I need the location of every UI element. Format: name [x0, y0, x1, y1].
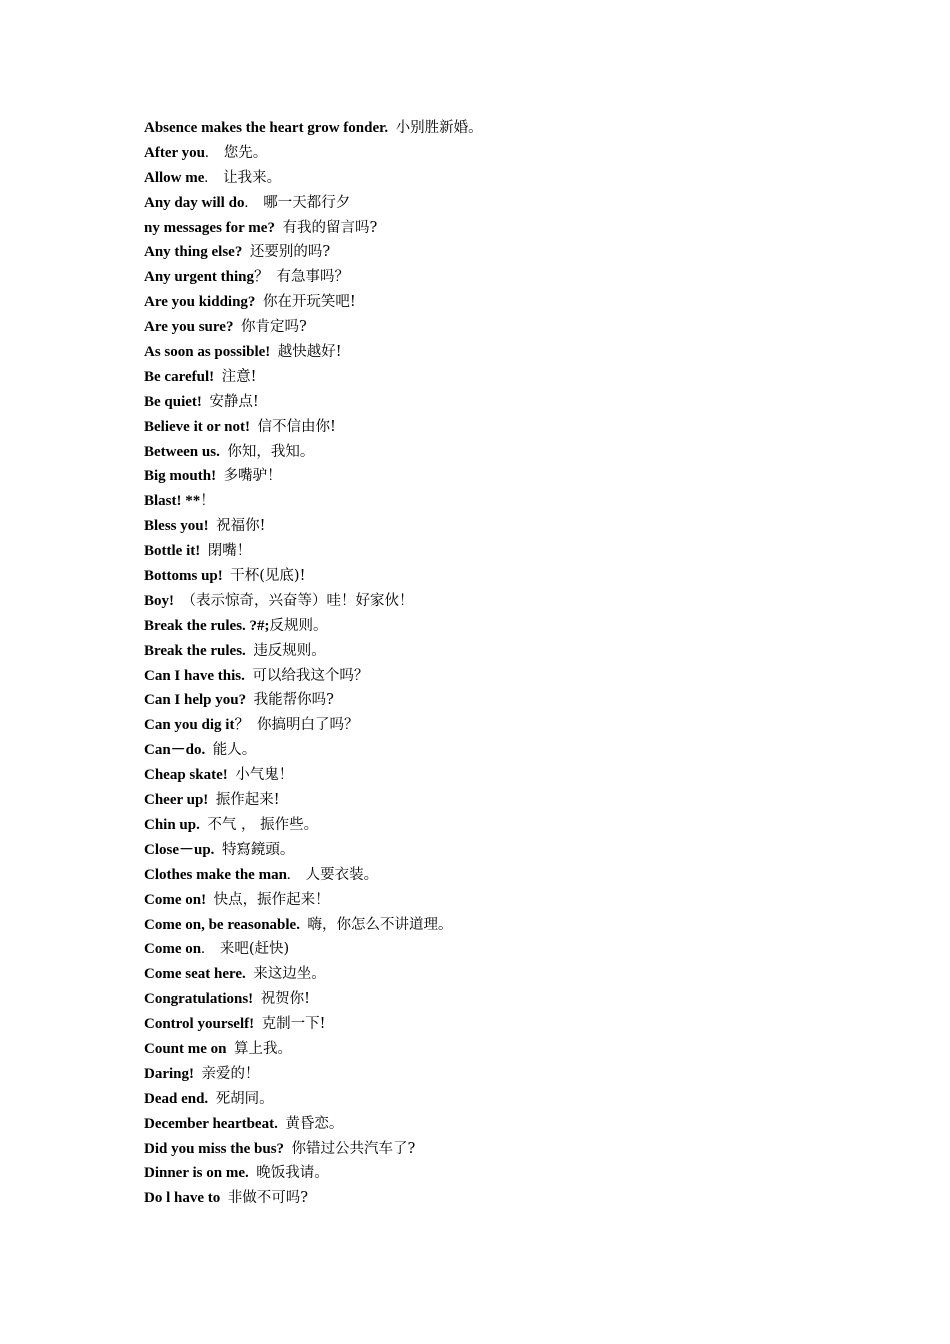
phrase-entry — [144, 813, 483, 838]
english-phrase: Between us. — [144, 443, 220, 460]
phrase-separator: . — [286, 866, 306, 883]
phrase-separator — [174, 593, 182, 609]
chinese-translation: 你知，我知。 — [227, 443, 315, 460]
phrase-entry — [144, 788, 483, 813]
english-phrase: Any thing else? — [144, 244, 243, 261]
phrase-entry — [144, 265, 483, 290]
chinese-translation: 晚饭我请。 — [256, 1165, 329, 1182]
chinese-translation: ！ — [200, 493, 215, 510]
phrase-entry — [144, 614, 483, 639]
english-phrase: Cheer up! — [144, 792, 209, 809]
chinese-translation: 祝贺你! — [260, 991, 311, 1008]
english-phrase: Control yourself! — [144, 1016, 255, 1033]
phrase-separator — [284, 1141, 292, 1157]
phrase-entry — [144, 116, 483, 141]
phrase-separator — [227, 1041, 235, 1057]
phrase-entry — [144, 166, 483, 191]
phrase-entry — [144, 489, 483, 514]
phrase-separator: ？ — [254, 269, 277, 286]
phrase-entry — [144, 738, 483, 763]
phrase-entry — [144, 1186, 483, 1211]
chinese-translation: 亲爱的！ — [201, 1065, 260, 1082]
chinese-translation: 算上我。 — [234, 1040, 293, 1057]
phrase-separator — [253, 991, 261, 1007]
phrase-entry — [144, 1161, 483, 1186]
phrase-separator — [220, 1190, 228, 1206]
english-phrase: Close－up. — [144, 841, 215, 858]
phrase-entry — [144, 962, 483, 987]
phrase-entry — [144, 564, 483, 589]
chinese-translation: 信不信由你! — [257, 418, 336, 435]
phrase-entry — [144, 713, 483, 738]
phrase-separator — [254, 1016, 262, 1032]
phrase-entry — [144, 913, 483, 938]
english-phrase: Absence makes the heart grow fonder. — [144, 120, 389, 136]
chinese-translation: 越快越好! — [277, 344, 342, 361]
english-phrase: Any urgent thing — [144, 269, 255, 286]
phrase-separator — [255, 294, 263, 310]
chinese-translation: 祝福你! — [216, 518, 266, 535]
chinese-translation: （表示惊奇，兴奋等）哇！好家伙！ — [181, 592, 414, 609]
phrase-separator — [216, 468, 224, 484]
english-phrase: Are you sure? — [144, 319, 234, 336]
english-phrase: Be quiet! — [144, 393, 202, 410]
phrase-separator — [270, 344, 278, 360]
english-phrase: Bottoms up! — [144, 568, 223, 585]
chinese-translation: 干杯(见底)! — [230, 568, 306, 585]
chinese-translation: 违反规则。 — [253, 642, 326, 659]
phrase-entry — [144, 987, 483, 1012]
english-phrase: Blast! ** — [144, 493, 201, 510]
chinese-translation: 反规则。 — [269, 617, 328, 634]
chinese-translation: 让我来。 — [223, 169, 282, 186]
english-phrase: Are you kidding? — [144, 294, 256, 311]
phrase-separator — [194, 1066, 202, 1082]
phrase-separator — [214, 842, 222, 858]
phrase-entry — [144, 415, 483, 440]
english-phrase: Can I have this. — [144, 667, 245, 684]
phrase-entry — [144, 464, 483, 489]
phrase-entry — [144, 688, 483, 713]
phrase-entry — [144, 141, 483, 166]
phrase-entry — [144, 390, 483, 415]
phrase-separator — [200, 543, 208, 559]
phrase-separator — [208, 1091, 216, 1107]
chinese-translation: 嗨，你怎么不讲道理。 — [307, 916, 453, 933]
phrase-entry — [144, 539, 483, 564]
chinese-translation: 小气鬼！ — [235, 767, 294, 784]
phrase-list — [144, 116, 483, 1211]
chinese-translation: 你错过公共汽车了? — [291, 1140, 416, 1157]
english-phrase: Come on — [144, 941, 202, 958]
english-phrase: Can I help you? — [144, 692, 247, 709]
english-phrase: Break the rules. — [144, 642, 246, 659]
chinese-translation: 克制一下! — [261, 1016, 326, 1033]
phrase-separator — [206, 892, 214, 908]
english-phrase: Believe it or not! — [144, 418, 250, 435]
phrase-separator: . — [201, 941, 220, 958]
english-phrase: Congratulations! — [144, 991, 254, 1008]
chinese-translation: 可以给我这个吗？ — [252, 667, 369, 684]
phrase-entry — [144, 1112, 483, 1137]
english-phrase: Come on! — [144, 891, 207, 908]
english-phrase: Dinner is on me. — [144, 1165, 249, 1182]
english-phrase: As soon as possible! — [144, 344, 271, 361]
phrase-separator — [233, 319, 241, 335]
phrase-entry — [144, 1137, 483, 1162]
phrase-separator — [388, 120, 396, 136]
chinese-translation: 你肯定吗? — [240, 319, 307, 336]
chinese-translation: 振作起来! — [215, 792, 280, 809]
phrase-separator: . — [204, 169, 224, 186]
phrase-separator — [209, 518, 217, 534]
chinese-translation: 来这边坐。 — [253, 966, 326, 983]
phrase-separator: . — [204, 144, 224, 161]
english-phrase: Dead end. — [144, 1090, 209, 1107]
phrase-entry — [144, 1012, 483, 1037]
phrase-entry — [144, 1087, 483, 1112]
phrase-entry — [144, 863, 483, 888]
english-phrase: Chin up. — [144, 816, 200, 833]
english-phrase: Be careful! — [144, 368, 215, 385]
chinese-translation: 还要别的吗? — [249, 244, 331, 261]
english-phrase: Any day will do — [144, 194, 245, 211]
chinese-translation: 快点，振作起来！ — [213, 891, 330, 908]
chinese-translation: 你搞明白了吗？ — [256, 717, 359, 734]
phrase-entry — [144, 240, 483, 265]
phrase-entry — [144, 763, 483, 788]
chinese-translation: 注意! — [221, 368, 257, 385]
english-phrase: Break the rules. ?#; — [144, 617, 270, 634]
phrase-entry — [144, 315, 483, 340]
english-phrase: Can－do. — [144, 742, 206, 759]
phrase-entry — [144, 1037, 483, 1062]
chinese-translation: 小别胜新婚。 — [395, 120, 483, 136]
phrase-separator: ？ — [234, 717, 257, 734]
english-phrase: Bless you! — [144, 518, 209, 535]
phrase-entry — [144, 340, 483, 365]
english-phrase: Daring! — [144, 1065, 194, 1082]
english-phrase: ny messages for me? — [144, 219, 275, 236]
phrase-entry — [144, 937, 483, 962]
phrase-entry — [144, 514, 483, 539]
phrase-entry — [144, 1062, 483, 1087]
phrase-separator — [242, 244, 250, 260]
chinese-translation: 有我的留言吗? — [282, 219, 378, 236]
chinese-translation: 能人。 — [212, 742, 257, 759]
phrase-entry — [144, 191, 483, 216]
english-phrase: Boy! — [144, 592, 174, 609]
english-phrase: Did you miss the bus? — [144, 1140, 285, 1157]
english-phrase: Can you dig it — [144, 717, 235, 734]
chinese-translation: 閉嘴！ — [207, 543, 252, 560]
chinese-translation: 哪一天都行夕 — [263, 194, 351, 211]
phrase-entry — [144, 639, 483, 664]
phrase-entry — [144, 838, 483, 863]
english-phrase: Bottle it! — [144, 543, 201, 560]
phrase-entry — [144, 664, 483, 689]
phrase-entry — [144, 216, 483, 241]
chinese-translation: 不气 ， 振作些。 — [207, 816, 319, 833]
chinese-translation: 人要衣装。 — [305, 866, 379, 883]
english-phrase: Come seat here. — [144, 966, 246, 983]
english-phrase: Come on, be reasonable. — [144, 916, 300, 933]
phrase-separator — [205, 742, 213, 758]
chinese-translation: 我能帮你吗? — [253, 692, 334, 709]
english-phrase: Big mouth! — [144, 468, 217, 485]
chinese-translation: 黄昏恋。 — [285, 1115, 344, 1132]
phrase-entry — [144, 888, 483, 913]
english-phrase: Do l have to — [144, 1190, 221, 1207]
english-phrase: Clothes make the man — [144, 866, 287, 883]
phrase-entry — [144, 290, 483, 315]
phrase-entry — [144, 440, 483, 465]
english-phrase: After you — [144, 144, 205, 161]
english-phrase: Cheap skate! — [144, 767, 228, 784]
chinese-translation: 安静点! — [209, 393, 259, 410]
english-phrase: Count me on — [144, 1040, 227, 1057]
phrase-separator — [246, 692, 254, 708]
phrase-entry — [144, 365, 483, 390]
chinese-translation: 你在开玩笑吧! — [262, 294, 356, 311]
phrase-entry — [144, 589, 483, 614]
chinese-translation: 来吧(赶快) — [219, 941, 290, 958]
phrase-separator: . — [244, 194, 264, 211]
phrase-separator — [214, 369, 222, 385]
chinese-translation: 您先。 — [223, 144, 268, 161]
phrase-separator — [208, 792, 216, 808]
english-phrase: Allow me — [144, 169, 205, 186]
chinese-translation: 特寫鏡頭。 — [221, 841, 295, 858]
chinese-translation: 多嘴驴！ — [223, 468, 282, 485]
chinese-translation: 非做不可吗? — [227, 1190, 309, 1207]
english-phrase: December heartbeat. — [144, 1115, 278, 1132]
chinese-translation: 有急事吗？ — [276, 269, 350, 286]
chinese-translation: 死胡同。 — [215, 1090, 274, 1107]
